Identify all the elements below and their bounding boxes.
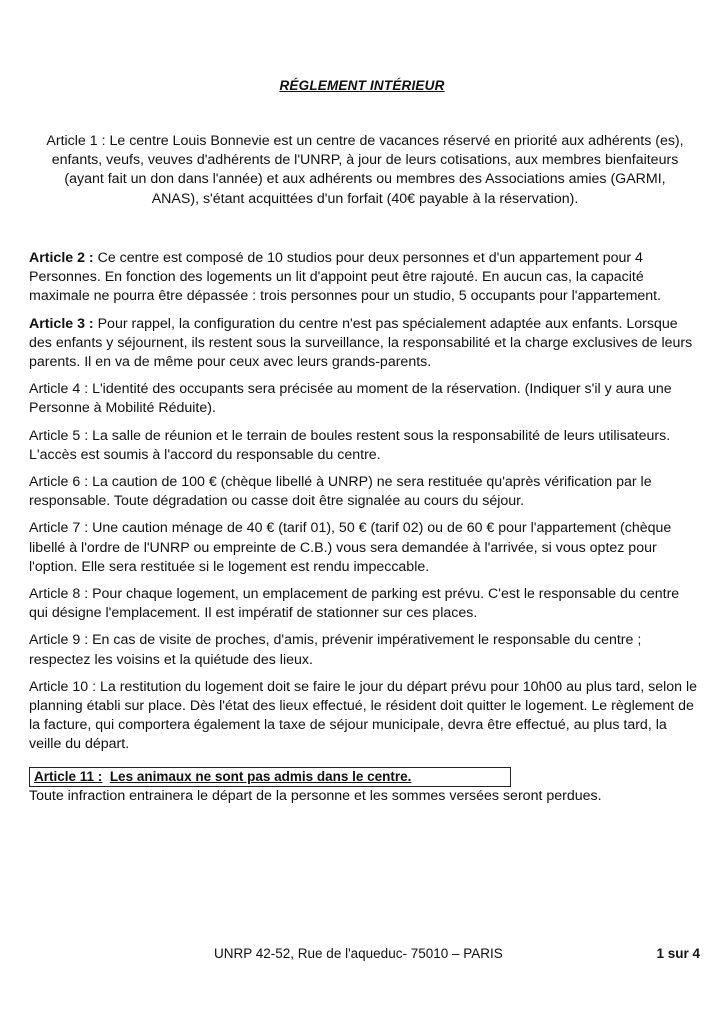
articles-list <box>29 249 701 806</box>
footer-address: UNRP 42-52, Rue de l'aqueduc- 75010 – PARIS <box>214 946 503 961</box>
page-title: RÉGLEMENT INTÉRIEUR <box>279 78 445 93</box>
article-label: Article 9 : <box>29 632 89 649</box>
page-number: 1 sur 4 <box>656 946 700 961</box>
article-5 <box>29 427 701 465</box>
article-label: Article 2 : <box>29 250 94 266</box>
article-6 <box>29 473 701 511</box>
article-label: Article 6 : <box>29 474 89 491</box>
article-text: La caution de 100 € (chèque libellé à UNRP) ne sera restituée qu'après vérification par le responsable. Toute dégradation ou casse doit être signalée au cours du séjour. <box>29 474 652 510</box>
article-label: Article 7 : <box>29 520 89 537</box>
article-2 <box>29 249 701 307</box>
article-label: Article 5 : <box>29 427 89 444</box>
article-text: L'identité des occupants sera précisée au moment de la réservation. (Indiquer s'il y aura une Personne à Mobilité Réduite). <box>29 381 672 417</box>
article-10 <box>29 678 701 755</box>
article-4 <box>29 380 701 418</box>
article-text: La restitution du logement doit se faire le jour du départ prévu pour 10h00 au plus tard, selon le planning établi sur place. Dès l'état des lieux effectué, le résident doit quitter le logement. Le règlement de la facture, qui comportera également la taxe de séjour municipale, devra être effectué, au plus tard, la veille du départ. <box>29 678 698 753</box>
article-label: Article 4 : <box>29 381 89 398</box>
article-11-label: Article 11 : <box>34 768 103 784</box>
article-text: Pour chaque logement, un emplacement de parking est prévu. C'est le responsable du centre qui désigne l'emplacement. Il est impératif de stationner sur ces places. <box>29 586 680 622</box>
article-11-consequence: Toute infraction entrainera le départ de la personne et les sommes versées seront perdues. <box>29 787 602 804</box>
article-label: Article 8 : <box>29 586 89 603</box>
article-text: Ce centre est composé de 10 studios pour deux personnes et d'un appartement pour 4 Personnes. En fonction des logements un lit d'appoint peut être rajouté. En aucun cas, la capacité maximale ne pourra être dépassée : trois personnes pour un studio, 5 occupants pour l'appartement. <box>29 250 662 305</box>
article-11-box <box>29 767 511 787</box>
article-1-intro: Article 1 : Le centre Louis Bonnevie est un centre de vacances réservé en priorité aux adhérents (es), enfants, veufs, veuves d'adhérents de l'UNRP, à jour de leurs cotisations, aux membres bienfaiteurs (ayant fait un don dans l'année) et aux adhérents ou membres des Associations amies (GARMI, ANAS), s'étant acquittées d'un forfait (40€ payable à la réservation). <box>46 133 684 207</box>
article-label: Article 3 : <box>29 315 94 332</box>
article-text: En cas de visite de proches, d'amis, prévenir impérativement le responsable du centre ; respectez les voisins et la quiétude des lieux. <box>29 632 642 668</box>
article-text: Pour rappel, la configuration du centre n'est pas spécialement adaptée aux enfants. Lorsque des enfants y séjournent, ils restent sous la surveillance, la responsabilité et la charge exclusives de leurs parents. Il en va de même pour ceux avec leurs grands-parents. <box>29 315 693 371</box>
article-9 <box>29 631 701 669</box>
article-7 <box>29 519 701 577</box>
article-text: Une caution ménage de 40 € (tarif 01), 50 € (tarif 02) ou de 60 € pour l'appartement (chèque libellé à l'ordre de l'UNRP ou empreinte de C.B.) vous sera demandée à l'arrivée, si vous optez pour l'option. Elle sera restituée si le logement est rendu impeccable. <box>29 520 672 575</box>
article-8 <box>29 585 701 623</box>
article-label: Article 10 : <box>29 678 97 695</box>
article-3 <box>29 315 701 373</box>
article-11-statement: Les animaux ne sont pas admis dans le centre. <box>109 768 412 784</box>
article-text: La salle de réunion et le terrain de boules restent sous la responsabilité de leurs utilisateurs. L'accès est soumis à l'accord du responsable du centre. <box>29 427 671 463</box>
